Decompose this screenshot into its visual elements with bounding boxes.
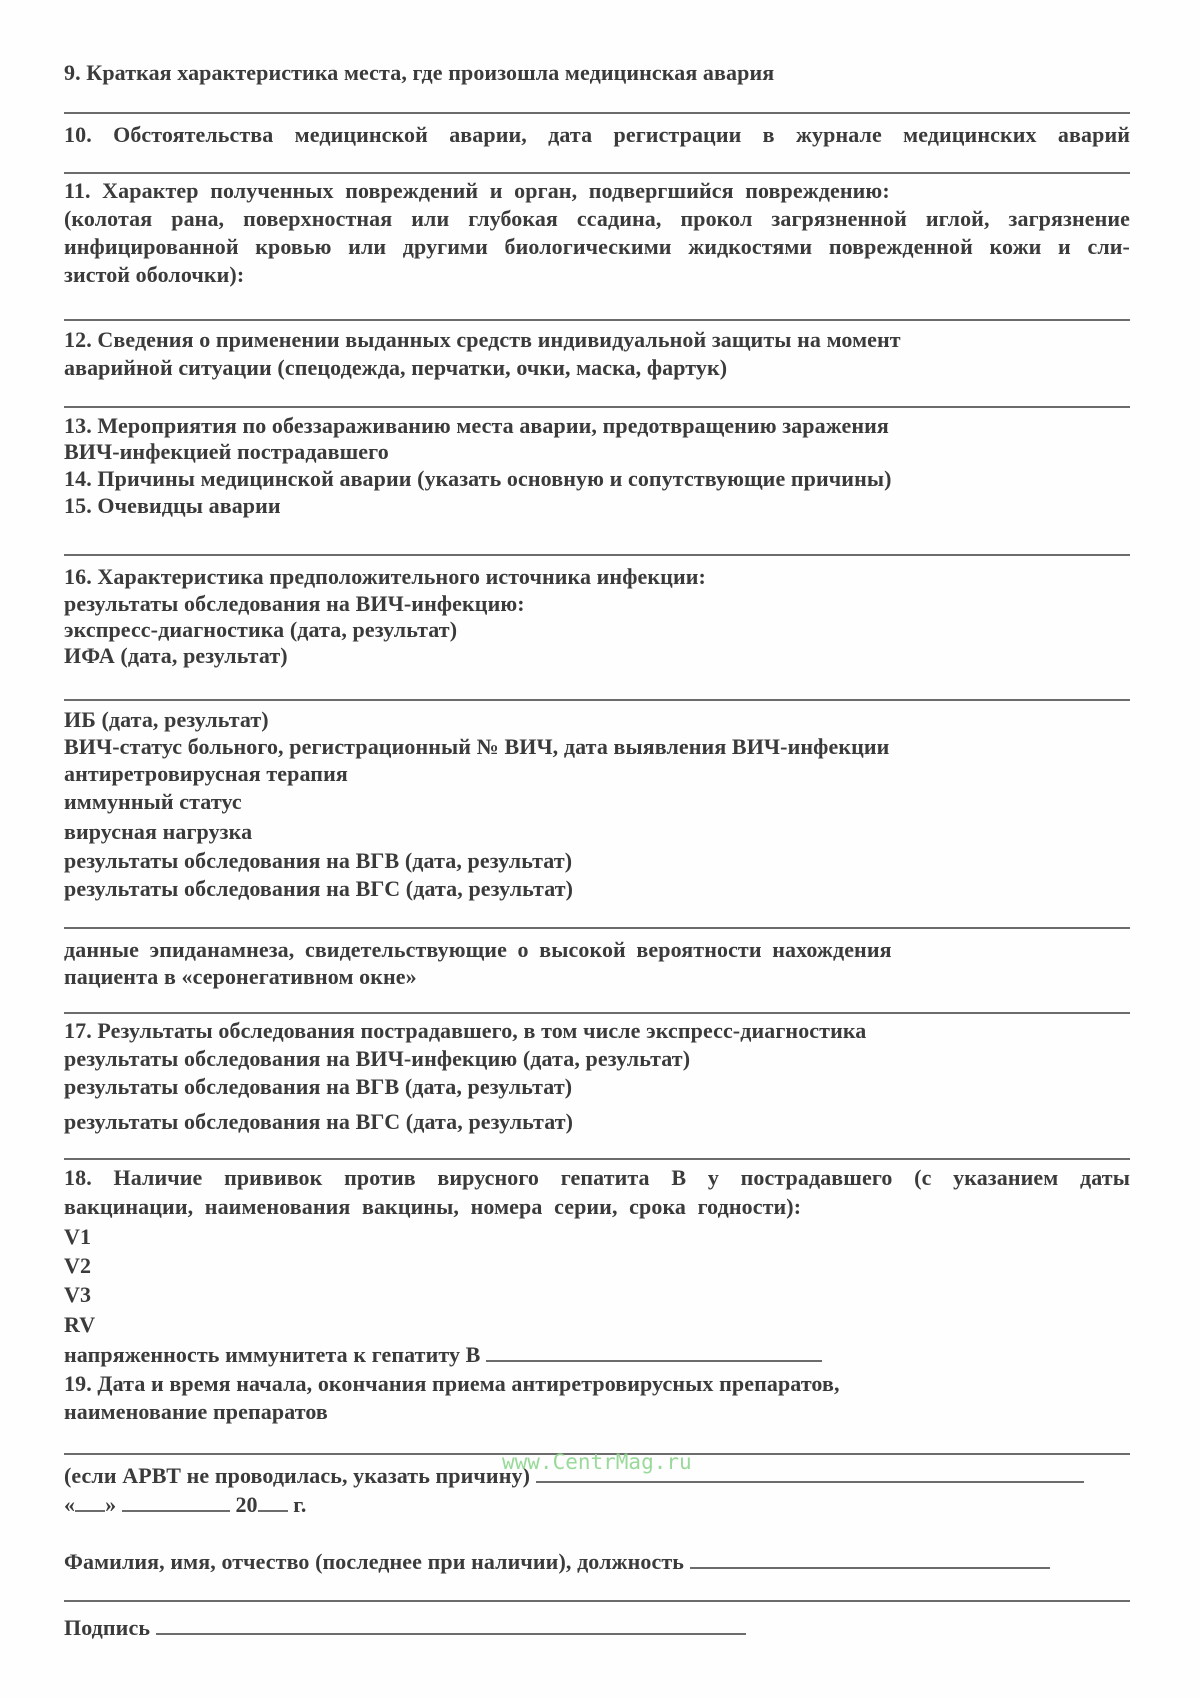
- section-12-fill-line[interactable]: [64, 406, 1130, 408]
- signature-label: Подпись: [64, 1615, 151, 1640]
- section-16-hbv: результаты обследования на ВГВ (дата, результат): [64, 848, 573, 873]
- section-16-art: антиретровирусная терапия: [64, 761, 348, 786]
- section-16-hiv-results: результаты обследования на ВИЧ-инфекцию:: [64, 591, 525, 616]
- watermark: www.CentrMag.ru: [502, 1450, 692, 1474]
- section-16-immune-status: иммунный статус: [64, 789, 242, 814]
- section-18-rv: RV: [64, 1312, 96, 1337]
- section-16-express: экспресс-диагностика (дата, результат): [64, 617, 458, 642]
- section-11-title: 11. Характер полученных повреждений и орган, подвергшийся повреждению:: [64, 178, 890, 203]
- section-16-ib: ИБ (дата, результат): [64, 707, 269, 732]
- section-18-v3: V3: [64, 1282, 92, 1307]
- fio-fill-line-2[interactable]: [64, 1600, 1130, 1602]
- date-close-quote: »: [105, 1492, 117, 1517]
- signature-row: [64, 1615, 746, 1641]
- section-9-label: 9. Краткая характеристика места, где произошла медицинская авария: [64, 60, 775, 85]
- immunity-fill-line[interactable]: [486, 1342, 822, 1362]
- section-14-label: 14. Причины медицинской аварии (указать основную и сопутствующие причины): [64, 466, 892, 491]
- date-year-field[interactable]: [258, 1492, 288, 1512]
- section-16-title: 16. Характеристика предположительного источника инфекции:: [64, 564, 706, 589]
- section-16-hiv-status: ВИЧ-статус больного, регистрационный № ВИЧ, дата выявления ВИЧ-инфекции: [64, 734, 890, 759]
- section-18-immunity-row: [64, 1342, 822, 1368]
- fio-position-fill-line[interactable]: [690, 1549, 1050, 1569]
- section-17-hiv: результаты обследования на ВИЧ-инфекцию (дата, результат): [64, 1046, 691, 1071]
- section-16-epi-line-1: данные эпиданамнеза, свидетельствующие о высокой вероятности нахождения: [64, 937, 892, 962]
- section-11-line-2: инфицированной кровью или другими биологическими жидкостями поврежденной кожи и сли-: [64, 234, 1130, 259]
- date-year-prefix: 20: [235, 1492, 258, 1517]
- section-11-line-3: зистой оболочки):: [64, 262, 245, 287]
- date-year-suffix: г.: [293, 1492, 307, 1517]
- section-16-fill-line-2[interactable]: [64, 927, 1130, 929]
- section-12-line-1: 12. Сведения о применении выданных средств индивидуальной защиты на момент: [64, 327, 901, 352]
- section-18-line-2: вакцинации, наименования вакцины, номера серии, срока годности):: [64, 1194, 802, 1219]
- no-arvt-label: (если АРВТ не проводилась, указать причину): [64, 1463, 530, 1488]
- section-17-title: 17. Результаты обследования пострадавшего, в том числе экспресс-диагностика: [64, 1018, 867, 1043]
- section-18-v1: V1: [64, 1224, 92, 1249]
- section-10-label: 10. Обстоятельства медицинской аварии, дата регистрации в журнале медицинских аварий: [64, 122, 1130, 147]
- section-18-immunity-label: напряженность иммунитета к гепатиту В: [64, 1342, 481, 1367]
- section-16-fill-line-3[interactable]: [64, 1012, 1130, 1014]
- section-18-v2: V2: [64, 1253, 92, 1278]
- signature-fill-line[interactable]: [156, 1615, 746, 1635]
- section-17-hbv: результаты обследования на ВГВ (дата, результат): [64, 1074, 573, 1099]
- fio-row: [64, 1549, 1050, 1575]
- section-16-hcv: результаты обследования на ВГС (дата, результат): [64, 876, 574, 901]
- date-day-field[interactable]: [75, 1492, 105, 1512]
- section-18-line-1: 18. Наличие прививок против вирусного гепатита В у пострадавшего (с указанием даты: [64, 1165, 1130, 1190]
- date-open-quote: «: [64, 1492, 76, 1517]
- section-10-fill-line[interactable]: [64, 172, 1130, 174]
- section-11-line-1: (колотая рана, поверхностная или глубокая ссадина, прокол загрязненной иглой, загрязнение: [64, 206, 1130, 231]
- section-15-label: 15. Очевидцы аварии: [64, 493, 281, 518]
- section-16-fill-line-1[interactable]: [64, 699, 1130, 701]
- date-month-field[interactable]: [122, 1492, 230, 1512]
- section-15-fill-line[interactable]: [64, 554, 1130, 556]
- section-11-fill-line[interactable]: [64, 319, 1130, 321]
- section-19-line-1: 19. Дата и время начала, окончания приема антиретровирусных препаратов,: [64, 1371, 840, 1396]
- fio-label: Фамилия, имя, отчество (последнее при наличии), должность: [64, 1549, 684, 1574]
- section-16-epi-line-2: пациента в «серонегативном окне»: [64, 964, 417, 989]
- section-16-viral-load: вирусная нагрузка: [64, 819, 253, 844]
- section-13-line-2: ВИЧ-инфекцией пострадавшего: [64, 439, 389, 464]
- section-17-hcv: результаты обследования на ВГС (дата, результат): [64, 1109, 574, 1134]
- section-13-line-1: 13. Мероприятия по обеззараживанию места аварии, предотвращению заражения: [64, 413, 889, 438]
- section-19-line-2: наименование препаратов: [64, 1399, 328, 1424]
- section-9-fill-line[interactable]: [64, 112, 1130, 114]
- section-12-line-2: аварийной ситуации (спецодежда, перчатки, очки, маска, фартук): [64, 355, 728, 380]
- section-17-fill-line[interactable]: [64, 1158, 1130, 1160]
- section-16-ifa: ИФА (дата, результат): [64, 643, 288, 668]
- date-row: [64, 1492, 306, 1518]
